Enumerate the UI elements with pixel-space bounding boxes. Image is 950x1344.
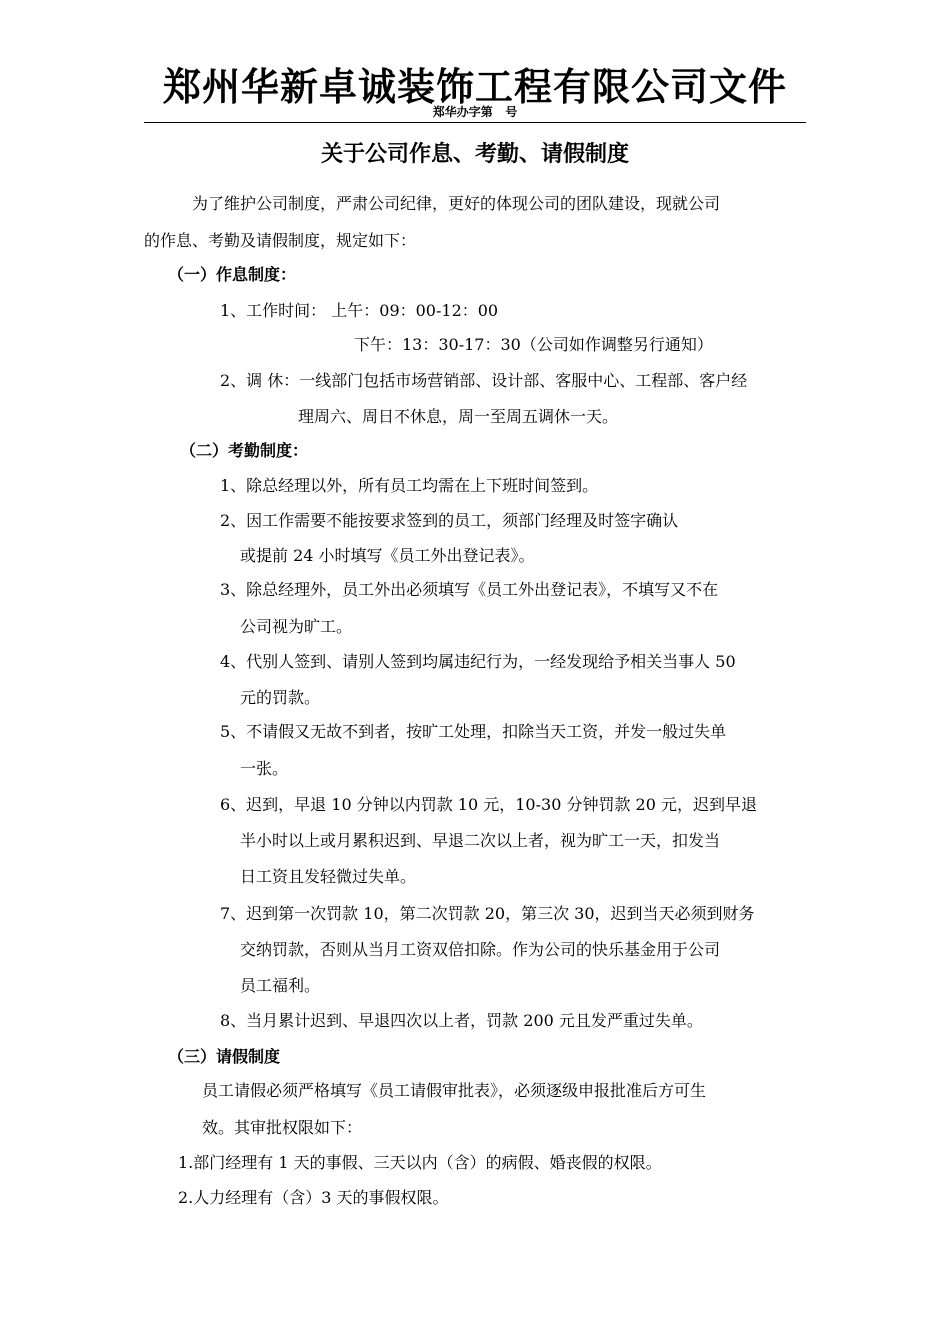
list-item: 3、除总经理外，员工外出必须填写《员工外出登记表》，不填写又不在 [220, 580, 719, 599]
list-item: 1.部门经理有 1 天的事假、三天以内（含）的病假、婚丧假的权限。 [178, 1153, 662, 1172]
list-item: 效。其审批权限如下： [202, 1118, 363, 1137]
list-item: 4、代别人签到、请别人签到均属违纪行为，一经发现给予相关当事人 50 [220, 652, 736, 671]
list-item: 一张。 [240, 759, 289, 778]
list-item: 员工请假必须严格填写《员工请假审批表》，必须逐级申报批准后方可生 [202, 1081, 707, 1100]
list-item: 6、迟到，早退 10 分钟以内罚款 10 元，10-30 分钟罚款 20 元，迟到早退 [220, 795, 757, 814]
intro-line: 为了维护公司制度，严肃公司纪律，更好的体现公司的团队建设，现就公司 [192, 194, 721, 213]
company-header-title: 郑州华新卓诚装饰工程有限公司文件 [162, 65, 787, 109]
list-item: 交纳罚款，否则从当月工资双倍扣除。作为公司的快乐基金用于公司 [240, 940, 721, 959]
document-title: 关于公司作息、考勤、请假制度 [320, 141, 629, 167]
list-item: 日工资且发轻微过失单。 [240, 867, 417, 886]
section-heading-attendance: （二）考勤制度： [180, 441, 309, 460]
list-item: 元的罚款。 [240, 688, 321, 707]
list-item: 8、当月累计迟到、早退四次以上者，罚款 200 元且发严重过失单。 [220, 1011, 703, 1030]
section-heading-leave: （三）请假制度 [168, 1047, 281, 1066]
list-item: 1、除总经理以外，所有员工均需在上下班时间签到。 [220, 476, 599, 495]
list-item: 1、工作时间： 上午：09：00-12：00 [220, 301, 499, 320]
list-item: 理周六、周日不休息，周一至周五调休一天。 [298, 407, 619, 426]
intro-line: 的作息、考勤及请假制度，规定如下： [144, 231, 417, 250]
section-heading-schedule: （一）作息制度： [168, 265, 297, 284]
list-item: 2.人力经理有（含）3 天的事假权限。 [178, 1188, 449, 1207]
header-divider [144, 122, 806, 123]
list-item: 公司视为旷工。 [240, 617, 353, 636]
list-item: 半小时以上或月累积迟到、早退二次以上者，视为旷工一天，扣发当 [240, 831, 721, 850]
list-item: 2、调 休：一线部门包括市场营销部、设计部、客服中心、工程部、客户经 [220, 371, 748, 390]
document-number: 郑华办字第 号 [432, 105, 518, 119]
list-item: 5、不请假又无故不到者，按旷工处理，扣除当天工资，并发一般过失单 [220, 722, 727, 741]
list-item: 7、迟到第一次罚款 10，第二次罚款 20，第三次 30，迟到当天必须到财务 [220, 904, 755, 923]
list-item: 员工福利。 [240, 976, 321, 995]
list-item: 2、因工作需要不能按要求签到的员工，须部门经理及时签字确认 [220, 511, 679, 530]
list-item: 下午：13：30-17：30（公司如作调整另行通知） [354, 335, 713, 354]
list-item: 或提前 24 小时填写《员工外出登记表》。 [240, 546, 535, 565]
